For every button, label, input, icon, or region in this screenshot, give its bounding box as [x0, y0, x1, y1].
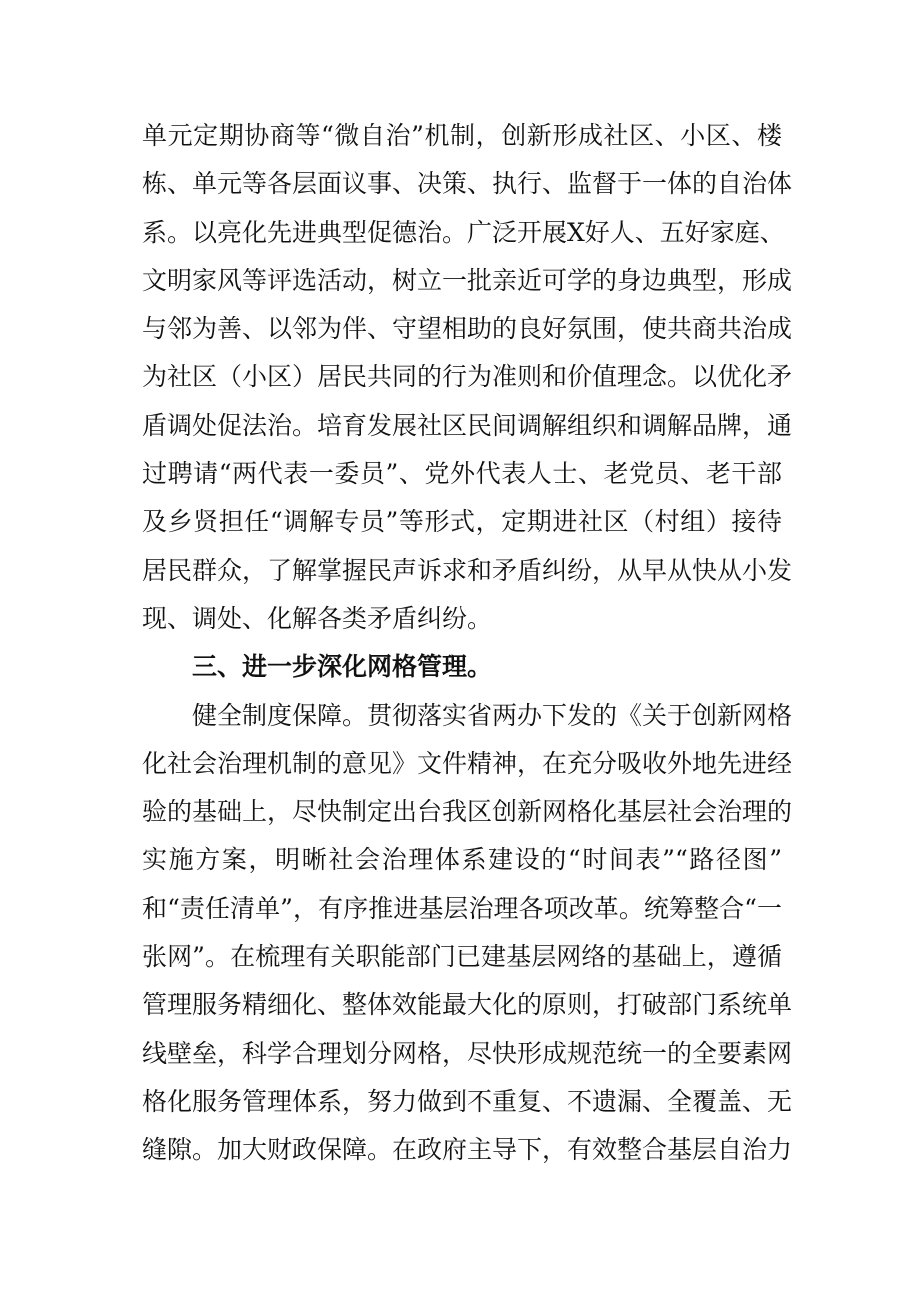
text-line: 张网”。在梳理有关职能部门已建基层网络的基础上，遵循	[142, 942, 782, 972]
paragraph-first-line: 健全制度保障。贯彻落实省两办下发的《关于创新网格	[192, 700, 793, 730]
text-line: 栋、单元等各层面议事、决策、执行、监督于一体的自治体	[142, 169, 793, 199]
text-line: 实施方案，明晰社会治理体系建设的“时间表”“路径图”	[142, 845, 782, 875]
text-line: 缝隙。加大财政保障。在政府主导下，有效整合基层自治力	[142, 1135, 793, 1165]
text-line: 验的基础上，尽快制定出台我区创新网格化基层社会治理的	[142, 797, 793, 827]
text-line: 系。以亮化先进典型促德治。广泛开展X好人、五好家庭、	[142, 217, 785, 247]
text-line: 文明家风等评选活动，树立一批亲近可学的身边典型，形成	[142, 265, 793, 295]
text-line: 管理服务精细化、整体效能最大化的原则，打破部门系统单	[142, 990, 793, 1020]
text-line: 格化服务管理体系，努力做到不重复、不遗漏、全覆盖、无	[142, 1086, 793, 1116]
text-line: 与邻为善、以邻为伴、守望相助的良好氛围，使共商共治成	[142, 314, 793, 344]
section-heading: 三、进一步深化网格管理。	[192, 652, 493, 682]
text-line: 单元定期协商等“微自治”机制，创新形成社区、小区、楼	[142, 121, 782, 150]
text-line: 居民群众，了解掌握民声诉求和矛盾纠纷，从早从快从小发	[142, 555, 793, 585]
text-line: 及乡贤担任“调解专员”等形式，定期进社区（村组）接待	[142, 507, 782, 537]
body-text	[142, 112, 793, 1175]
text-line: 盾调处促法治。培育发展社区民间调解组织和调解品牌，通	[142, 410, 793, 440]
text-line: 为社区（小区）居民共同的行为准则和价值理念。以优化矛	[142, 362, 793, 392]
text-line: 和“责任清单”，有序推进基层治理各项改革。统筹整合“一	[142, 893, 782, 923]
text-line: 化社会治理机制的意见》文件精神，在充分吸收外地先进经	[142, 748, 793, 778]
text-line: 过聘请“两代表一委员”、党外代表人士、老党员、老干部	[142, 459, 782, 489]
text-line: 现、调处、化解各类矛盾纠纷。	[142, 603, 493, 633]
text-line: 线壁垒，科学合理划分网格，尽快形成规范统一的全要素网	[142, 1038, 793, 1068]
